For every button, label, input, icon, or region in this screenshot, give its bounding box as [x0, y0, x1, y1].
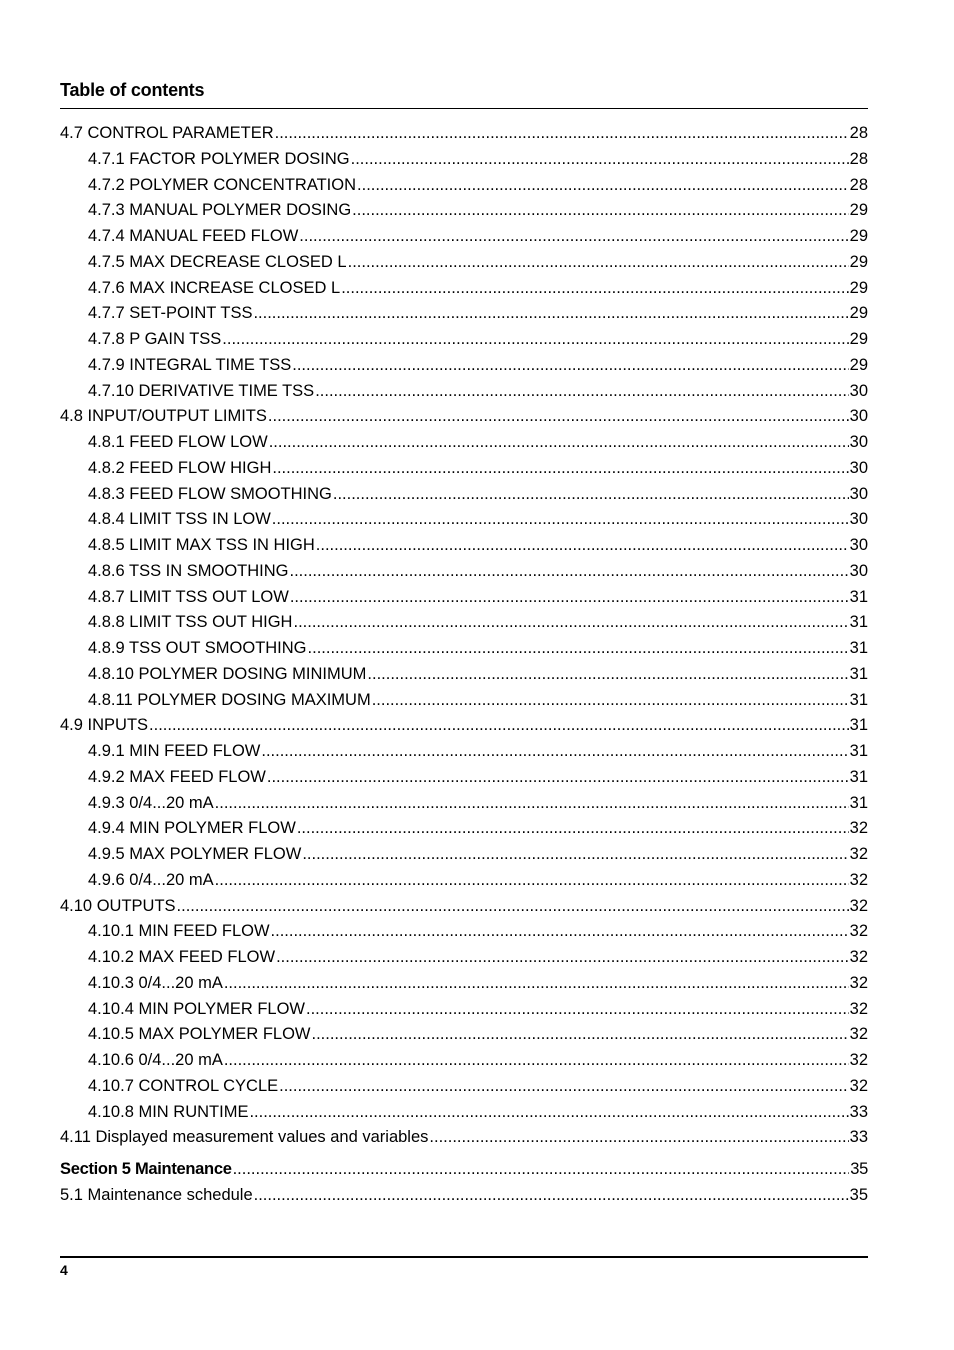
- toc-entry-page: 29: [849, 201, 868, 220]
- toc-leader-dots: [297, 816, 849, 842]
- toc-leader-dots: [306, 997, 849, 1023]
- toc-entry-page: 30: [849, 510, 868, 529]
- toc-entry-page: 29: [849, 252, 868, 271]
- toc-entry[interactable]: [60, 482, 868, 508]
- toc-entry[interactable]: [60, 894, 868, 920]
- toc-entry-label: 4.8.6 TSS IN SMOOTHING: [88, 561, 289, 580]
- toc-entry-label: 4.7.4 MANUAL FEED FLOW: [88, 227, 299, 245]
- toc-entry-page: 35: [850, 1160, 868, 1178]
- toc-leader-dots: [276, 945, 849, 971]
- toc-entry[interactable]: [60, 1022, 868, 1048]
- toc-entry[interactable]: [60, 173, 868, 199]
- toc-entry-label: 4.10.6 0/4...20 mA: [88, 1051, 223, 1069]
- toc-leader-dots: [290, 559, 849, 585]
- toc-leader-dots: [222, 327, 848, 353]
- toc-leader-dots: [302, 842, 848, 868]
- toc-leader-dots: [351, 147, 849, 173]
- toc-leader-dots: [292, 353, 848, 379]
- toc-entry[interactable]: [60, 250, 868, 276]
- toc-entry-page: 29: [849, 278, 868, 297]
- toc-entry-label: 4.10.5 MAX POLYMER FLOW: [88, 1025, 311, 1044]
- toc-leader-dots: [367, 662, 848, 688]
- toc-entry[interactable]: [60, 379, 868, 405]
- toc-entry-label: 4.7.3 MANUAL POLYMER DOSING: [88, 201, 352, 220]
- toc-entry-label: 4.8 INPUT/OUTPUT LIMITS: [60, 407, 267, 426]
- toc-entry-label: 5.1 Maintenance schedule: [60, 1185, 253, 1204]
- toc-entry[interactable]: [60, 945, 868, 971]
- toc-leader-dots: [315, 379, 848, 405]
- toc-entry-page: 30: [849, 536, 868, 554]
- toc-leader-dots: [293, 610, 848, 636]
- toc-entry-page: 32: [849, 1076, 868, 1095]
- toc-entry-page: 29: [849, 304, 868, 323]
- toc-leader-dots: [272, 507, 849, 533]
- toc-entry-label: 4.9.2 MAX FEED FLOW: [88, 767, 266, 786]
- toc-entry-label: 4.10.4 MIN POLYMER FLOW: [88, 999, 305, 1018]
- toc-entry[interactable]: [60, 816, 868, 842]
- header-divider: [60, 108, 868, 109]
- toc-entry-label: 4.7.10 DERIVATIVE TIME TSS: [88, 381, 315, 400]
- toc-entry[interactable]: [60, 404, 868, 430]
- toc-entry[interactable]: [60, 791, 868, 817]
- toc-entry-page: 28: [849, 175, 868, 194]
- toc-entry-page: 29: [849, 227, 868, 245]
- toc-leader-dots: [312, 1022, 849, 1048]
- toc-entry-page: 32: [849, 1025, 868, 1044]
- toc-entry-page: 31: [849, 613, 868, 632]
- toc-entry-page: 29: [849, 330, 868, 348]
- toc-entry-label: 4.10.3 0/4...20 mA: [88, 973, 223, 992]
- toc-leader-dots: [333, 482, 849, 508]
- toc-entry-label: 4.7 CONTROL PARAMETER: [60, 124, 274, 142]
- toc-leader-dots: [224, 1048, 849, 1074]
- toc-entry-label: 4.7.2 POLYMER CONCENTRATION: [88, 175, 357, 194]
- toc-entry-label: 4.10.2 MAX FEED FLOW: [88, 948, 276, 966]
- toc-entry-label: 4.10.8 MIN RUNTIME: [88, 1102, 249, 1121]
- toc-entry[interactable]: [60, 1100, 868, 1126]
- toc-entry[interactable]: [60, 868, 868, 894]
- toc-entry-page: 31: [849, 793, 868, 812]
- toc-entry-label: 4.7.6 MAX INCREASE CLOSED L: [88, 278, 341, 297]
- toc-entry-page: 30: [849, 561, 868, 580]
- toc-entry-label: 4.8.4 LIMIT TSS IN LOW: [88, 510, 271, 529]
- toc-leader-dots: [261, 739, 848, 765]
- table-of-contents: [60, 121, 868, 1209]
- toc-entry-label: 4.7.7 SET-POINT TSS: [88, 304, 253, 323]
- toc-entry[interactable]: [60, 121, 868, 147]
- toc-entry-page: 30: [849, 458, 868, 477]
- toc-leader-dots: [308, 636, 849, 662]
- toc-entry[interactable]: [60, 1183, 868, 1209]
- toc-entry[interactable]: [60, 919, 868, 945]
- toc-entry[interactable]: [60, 971, 868, 997]
- toc-entry-page: 31: [849, 716, 868, 735]
- toc-entry-label: 4.7.8 P GAIN TSS: [88, 330, 222, 348]
- toc-entry-label: 4.10.1 MIN FEED FLOW: [88, 922, 270, 941]
- toc-entry-label: 4.9 INPUTS: [60, 716, 149, 735]
- toc-entry-page: 31: [849, 587, 868, 606]
- toc-entry[interactable]: [60, 585, 868, 611]
- toc-entry[interactable]: [60, 430, 868, 456]
- toc-entry[interactable]: [60, 765, 868, 791]
- toc-leader-dots: [271, 919, 849, 945]
- toc-entry[interactable]: [60, 533, 868, 559]
- toc-entry-page: 32: [849, 922, 868, 941]
- toc-leader-dots: [275, 121, 849, 147]
- toc-entry-page: 32: [849, 896, 868, 915]
- toc-entry-page: 30: [849, 484, 868, 503]
- toc-entry-label: 4.8.3 FEED FLOW SMOOTHING: [88, 484, 332, 503]
- toc-entry-page: 33: [849, 1102, 868, 1121]
- toc-leader-dots: [269, 430, 849, 456]
- toc-entry-label: 4.9.6 0/4...20 mA: [88, 870, 214, 889]
- toc-leader-dots: [215, 868, 849, 894]
- toc-entry-label: Section 5 Maintenance: [60, 1160, 232, 1178]
- toc-entry-page: 30: [849, 433, 868, 451]
- toc-entry[interactable]: [60, 1125, 868, 1151]
- toc-entry-label: 4.9.3 0/4...20 mA: [88, 793, 214, 812]
- toc-entry[interactable]: [60, 507, 868, 533]
- toc-entry-label: 4.8.2 FEED FLOW HIGH: [88, 458, 272, 477]
- toc-entry-label: 4.8.11 POLYMER DOSING MAXIMUM: [88, 690, 371, 709]
- toc-entry-page: 32: [849, 999, 868, 1018]
- toc-leader-dots: [177, 894, 849, 920]
- footer-page-number: 4: [60, 1262, 68, 1278]
- toc-entry[interactable]: [60, 559, 868, 585]
- toc-entry-label: 4.10.7 CONTROL CYCLE: [88, 1076, 279, 1095]
- toc-entry[interactable]: [60, 456, 868, 482]
- toc-leader-dots: [149, 713, 849, 739]
- toc-entry-label: 4.9.1 MIN FEED FLOW: [88, 742, 261, 760]
- toc-entry[interactable]: [60, 739, 868, 765]
- toc-entry-label: 4.9.5 MAX POLYMER FLOW: [88, 845, 302, 863]
- toc-entry-label: 4.11 Displayed measurement values and variables: [60, 1128, 429, 1147]
- toc-leader-dots: [429, 1125, 848, 1151]
- toc-entry-page: 30: [849, 407, 868, 426]
- toc-entry[interactable]: [60, 224, 868, 250]
- toc-entry[interactable]: [60, 353, 868, 379]
- toc-leader-dots: [290, 585, 849, 611]
- toc-leader-dots: [224, 971, 849, 997]
- toc-leader-dots: [253, 301, 848, 327]
- toc-leader-dots: [352, 198, 848, 224]
- toc-entry-page: 31: [849, 639, 868, 657]
- toc-leader-dots: [372, 688, 849, 714]
- toc-leader-dots: [357, 173, 849, 199]
- toc-entry-page: 31: [849, 690, 868, 709]
- toc-entry[interactable]: [60, 147, 868, 173]
- toc-entry[interactable]: [60, 688, 868, 714]
- toc-entry-page: 32: [849, 870, 868, 889]
- toc-leader-dots: [268, 404, 849, 430]
- toc-entry-page: 31: [849, 767, 868, 786]
- toc-entry-label: 4.7.5 MAX DECREASE CLOSED L: [88, 252, 347, 271]
- toc-entry-label: 4.7.1 FACTOR POLYMER DOSING: [88, 149, 350, 168]
- toc-leader-dots: [316, 533, 849, 559]
- toc-entry-page: 31: [849, 742, 868, 760]
- toc-leader-dots: [249, 1100, 848, 1126]
- toc-entry[interactable]: [60, 276, 868, 302]
- toc-entry[interactable]: [60, 1074, 868, 1100]
- toc-entry-label: 4.8.10 POLYMER DOSING MINIMUM: [88, 664, 367, 683]
- toc-entry-page: 32: [849, 845, 868, 863]
- toc-entry-page: 30: [849, 381, 868, 400]
- toc-entry-page: 32: [849, 1051, 868, 1069]
- toc-leader-dots: [267, 765, 849, 791]
- toc-entry[interactable]: [60, 327, 868, 353]
- toc-entry[interactable]: [60, 662, 868, 688]
- toc-entry-page: 32: [849, 973, 868, 992]
- toc-leader-dots: [299, 224, 848, 250]
- toc-leader-dots: [272, 456, 848, 482]
- toc-entry-page: 29: [849, 355, 868, 374]
- toc-entry-label: 4.8.8 LIMIT TSS OUT HIGH: [88, 613, 293, 632]
- toc-entry-label: 4.10 OUTPUTS: [60, 896, 176, 915]
- toc-entry-page: 32: [849, 819, 868, 838]
- toc-entry-page: 32: [849, 948, 868, 966]
- toc-entry-label: 4.8.7 LIMIT TSS OUT LOW: [88, 587, 289, 606]
- toc-entry-page: 33: [849, 1128, 868, 1147]
- toc-entry[interactable]: [60, 997, 868, 1023]
- page-title: Table of contents: [60, 80, 205, 100]
- toc-leader-dots: [254, 1183, 849, 1209]
- toc-entry-page: 31: [849, 664, 868, 683]
- toc-entry-label: 4.9.4 MIN POLYMER FLOW: [88, 819, 296, 838]
- toc-entry-label: 4.8.1 FEED FLOW LOW: [88, 433, 268, 451]
- toc-leader-dots: [215, 791, 849, 817]
- toc-entry[interactable]: [60, 1048, 868, 1074]
- toc-leader-dots: [348, 250, 849, 276]
- toc-leader-dots: [233, 1157, 850, 1183]
- toc-entry[interactable]: [60, 636, 868, 662]
- toc-entry-page: 28: [849, 149, 868, 168]
- toc-entry-label: 4.7.9 INTEGRAL TIME TSS: [88, 355, 292, 374]
- toc-entry[interactable]: [60, 713, 868, 739]
- toc-entry-label: 4.8.9 TSS OUT SMOOTHING: [88, 639, 307, 657]
- toc-entry[interactable]: [60, 842, 868, 868]
- toc-leader-dots: [341, 276, 848, 302]
- toc-leader-dots: [279, 1074, 849, 1100]
- toc-entry-label: 4.8.5 LIMIT MAX TSS IN HIGH: [88, 536, 315, 554]
- toc-entry-page: 35: [849, 1185, 868, 1204]
- toc-entry[interactable]: [60, 198, 868, 224]
- toc-entry[interactable]: [60, 301, 868, 327]
- toc-entry[interactable]: [60, 1157, 868, 1183]
- footer-divider: [60, 1256, 868, 1258]
- toc-entry[interactable]: [60, 610, 868, 636]
- toc-entry-page: 28: [849, 124, 868, 142]
